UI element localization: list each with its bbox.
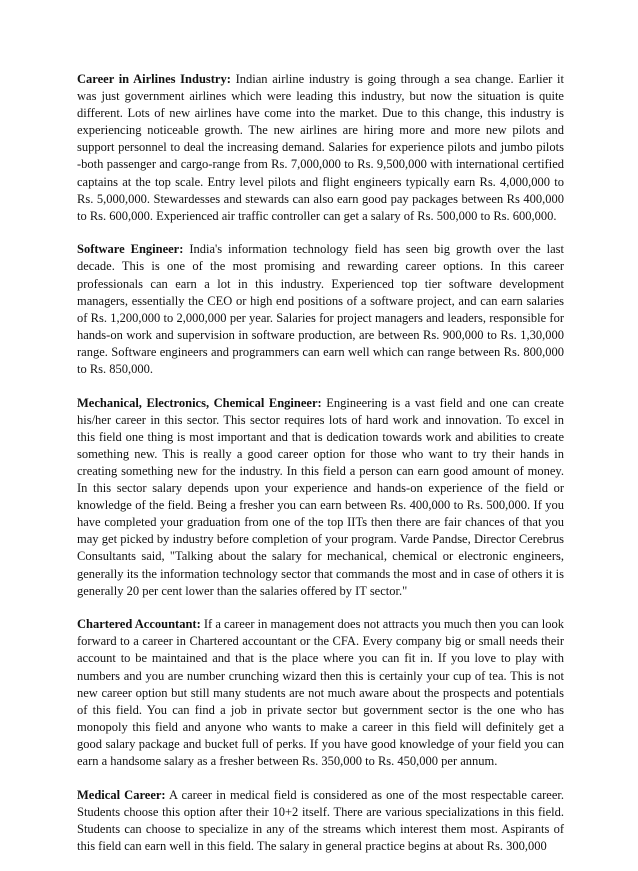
section-body: If a career in management does not attracts you much then you can look forward to a career in Chartered accountant or the CFA. Every company big or small needs their account to be maintained and that is the place where you can fit in. If you love to play with numbers and you are number crunching wizard then this is certainly your cup of tea. This is not new career option but still many students are not much aware about the prospects and potentials of this field. You can find a job in private sector but government sector is the one who has monopoly this field and anyone who wants to make a career in this field will definitely get a good salary package and bucket full of perks. If you have good knowledge of your field you can earn a handsome salary as a fresher between Rs. 350,000 to Rs. 450,000 per annum. — [77, 617, 565, 768]
section-heading: Software Engineer: — [77, 242, 184, 257]
section-body: Indian airline industry is going through a sea change. Earlier it was just government airlines which were leading this industry, but now the situation is quite different. Lots of new airlines have come into the market. Due to this change, this industry is experiencing noticeable growth. The new airlines are hiring more and more new pilots and support personnel to deal the increasing demand. Salaries for experience pilots and jumbo pilots -both passenger and cargo-range from Rs. 7,000,000 to Rs. 9,500,000 with international certified captains at the top scale. Entry level pilots and flight engineers typically earn Rs. 4,000,000 to Rs. 5,000,000. Stewardesses and stewards can also earn good pay packages between Rs 400,000 to Rs. 600,000. Experienced air traffic controller can get a salary of Rs. 500,000 to Rs. 600,000. — [77, 72, 564, 223]
section-heading: Mechanical, Electronics, Chemical Engineer: — [77, 395, 322, 410]
section-medical-career — [77, 787, 564, 855]
section-heading: Career in Airlines Industry: — [77, 72, 231, 86]
section-body: India's information technology field has seen big growth over the last decade. This is one of the most promising and rewarding career options. In this career professionals can earn a lot in this industry. Experienced top tier software development managers, essentially the CEO or high end positions of a software project, and can earn salaries of Rs. 1,200,000 to 2,000,000 per year. Salaries for project managers and leaders, responsible for hands-on work and supervision in software production, are between Rs. 900,000 to Rs. 1,30,000 range. Software engineers and programmers can earn well which can range between Rs. 800,000 to Rs. 850,000. — [77, 242, 564, 376]
section-heading: Medical Career: — [77, 787, 166, 802]
section-body: A career in medical field is considered as one of the most respectable career. Students choose this option after their 10+2 itself. There are various specializations in this field. Students can choose to specialize in any of the streams which interest them most. Aspirants of this field can earn well in this field. The salary in general practice begins at about Rs. 300,000 — [77, 787, 564, 853]
section-body: Engineering is a vast field and one can create his/her career in this sector. This sector requires lots of hard work and innovation. To excel in this field one thing is most important and that is dedication towards work and abilities to create something new. This is really a good career option for those who want to try their hands in creating something new for the industry. In this field a person can earn good amount of money. In this sector salary depends upon your experience and hands-on experience of the field or knowledge of the field. Being a fresher you can earn between Rs. 400,000 to Rs. 500,000. If you have completed your graduation from one of the top IITs then there are fair chances of that you may get picked by industry before completion of your program. Varde Pandse, Director Cerebrus Consultants said, "Talking about the salary for mechanical, chemical or electronic engineers, generally its the information technology sector that commands the most and in case of others it is generally 20 per cent lower than the salaries offered by IT sector." — [77, 395, 564, 598]
section-chartered-accountant — [77, 616, 564, 770]
section-engineering — [77, 395, 564, 600]
section-heading: Chartered Accountant: — [77, 617, 201, 632]
document-page — [77, 71, 564, 871]
section-software-engineer — [77, 241, 564, 378]
section-airlines — [77, 71, 564, 225]
